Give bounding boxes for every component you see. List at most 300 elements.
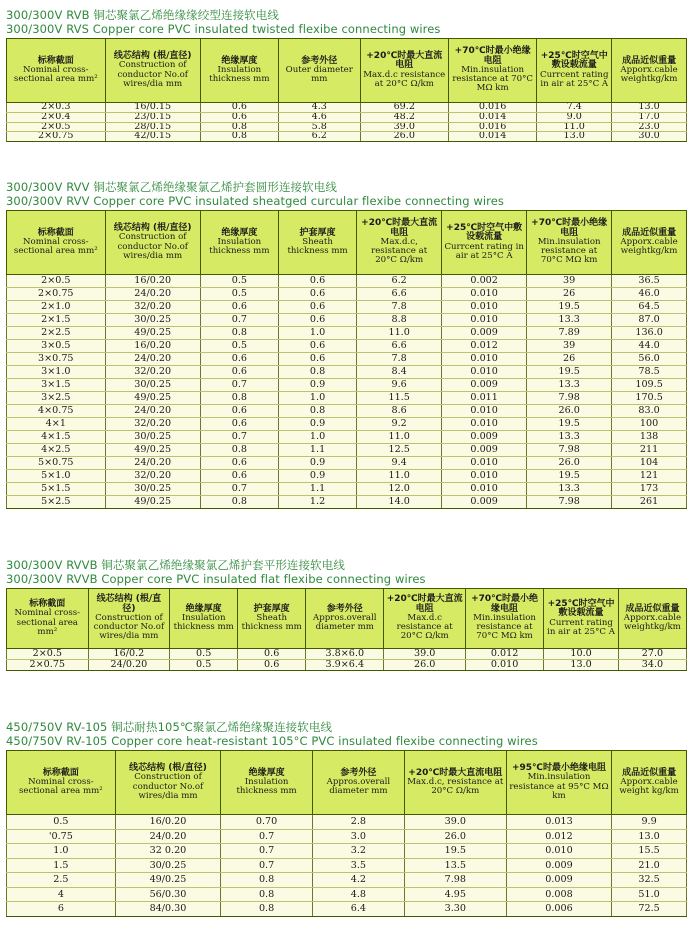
column-header [618, 589, 686, 649]
column-header-cn: 标称截面 [37, 227, 74, 238]
table-cell: 5×2.5 [7, 496, 106, 509]
table-cell: 100 [612, 418, 687, 431]
table-row [7, 649, 687, 660]
table-cell: 16/0.2 [88, 649, 170, 660]
column-header-cn: +20℃时最大直流电阻 [361, 218, 438, 238]
table-cell: 0.6 [278, 353, 356, 366]
table-row [7, 405, 687, 418]
table-row [7, 483, 687, 496]
table-cell: 16/0.15 [105, 103, 200, 113]
table-cell: 3.8×6.0 [306, 649, 384, 660]
table-row [7, 379, 687, 392]
table-cell: 4×2.5 [7, 444, 106, 457]
table-cell: 1.0 [278, 392, 356, 405]
table-cell: 3×1.5 [7, 379, 106, 392]
table-cell: 16/0.20 [115, 815, 220, 830]
column-header-en: Construction of conductor No.of wires/dia mm [93, 612, 165, 642]
column-header-cn: +25℃时空气中敷设载流量 [540, 51, 608, 71]
table-cell: 15.5 [612, 844, 687, 859]
table-cell: 1.1 [278, 483, 356, 496]
table-cell: 0.009 [442, 379, 527, 392]
table-cell: 2×0.5 [7, 275, 106, 288]
column-header [221, 751, 313, 815]
column-header [506, 751, 611, 815]
column-header-cn: 成品近似重量 [622, 767, 677, 778]
column-header-cn: 参考外径 [326, 603, 363, 614]
column-header [7, 211, 106, 275]
table-cell: 19.5 [527, 301, 612, 314]
section-title-cn: 300/300V RVV 铜芯聚氯乙烯绝缘聚氯乙烯护套圆形连接软电线 [6, 180, 337, 194]
table-cell: 28/0.15 [105, 122, 200, 132]
column-header-cn: 线芯结构 (根/直径) [96, 594, 162, 614]
column-header-cn: 标称截面 [37, 55, 74, 66]
column-header-cn: 绝缘厚度 [185, 603, 222, 614]
column-header-cn: 护套厚度 [253, 603, 290, 614]
table-cell: 0.7 [200, 379, 278, 392]
table-cell: 0.010 [442, 314, 527, 327]
column-header-en: Appros.overall diameter mm [326, 776, 391, 797]
table-cell: 39.0 [404, 815, 506, 830]
column-header-en: Construction of conductor No.of wires/dia mm [117, 60, 188, 89]
table-cell: 9.4 [357, 457, 442, 470]
table-cell: 0.006 [506, 902, 611, 917]
table-cell: 39.0 [360, 122, 448, 132]
column-header-en: Nominal cross-sectional area mm² [19, 776, 103, 797]
table-row [7, 496, 687, 509]
table-cell: 11.0 [357, 470, 442, 483]
table-cell: 3.30 [404, 902, 506, 917]
column-header-en: Nominal cross-sectional area mm² [14, 608, 81, 637]
table-cell: 0.009 [506, 858, 611, 873]
table-cell: 3.2 [312, 844, 404, 859]
table-row [7, 470, 687, 483]
table-row [7, 314, 687, 327]
column-header [278, 211, 356, 275]
column-header-en: Sheath thickness mm [241, 612, 302, 633]
table-cell: 4×1 [7, 418, 106, 431]
table-cell: 3×2.5 [7, 392, 106, 405]
table-cell: 23/0.15 [105, 112, 200, 122]
table-cell: 13.5 [404, 858, 506, 873]
table-cell: 0.010 [442, 483, 527, 496]
table-cell: 8.4 [357, 366, 442, 379]
table-cell: 0.6 [278, 301, 356, 314]
spec-table [6, 210, 687, 509]
table-cell: 0.9 [278, 470, 356, 483]
table-cell: 26.0 [360, 132, 448, 142]
table-cell: 13.0 [612, 103, 687, 113]
table-cell: 72.5 [612, 902, 687, 917]
column-header [404, 751, 506, 815]
table-cell: 26 [527, 288, 612, 301]
table-row [7, 301, 687, 314]
table-cell: 49/0.25 [105, 327, 200, 340]
column-header [200, 211, 278, 275]
table-cell: 0.009 [442, 327, 527, 340]
table-cell: 32/0.20 [105, 418, 200, 431]
table-cell: 0.7 [221, 858, 313, 873]
table-cell: 0.7 [200, 483, 278, 496]
table-header-row [7, 39, 687, 103]
table-cell: 2×0.75 [7, 660, 89, 671]
table-cell: 32.5 [612, 873, 687, 888]
column-header-cn: +70℃时最小绝缘电阻 [454, 46, 531, 66]
column-header-en: Max.d.c, resistance at 20°C Ω/km [407, 776, 504, 797]
column-header-cn: +95℃时最小绝缘电阻 [511, 763, 606, 774]
table-cell: 1.0 [278, 327, 356, 340]
table-cell: 3.0 [312, 829, 404, 844]
column-header [115, 751, 220, 815]
table-cell: 19.5 [527, 366, 612, 379]
table-cell: 9.9 [612, 815, 687, 830]
table-cell: 30/0.25 [105, 431, 200, 444]
table-cell: 7.8 [357, 301, 442, 314]
table-cell: 0.016 [448, 122, 536, 132]
column-header-cn: 成品近似重量 [622, 55, 677, 66]
table-cell: 0.009 [442, 444, 527, 457]
table-cell: 0.016 [448, 103, 536, 113]
table-cell: 0.6 [278, 314, 356, 327]
table-cell: 11.5 [357, 392, 442, 405]
table-cell: 0.6 [200, 470, 278, 483]
table-cell: 32/0.20 [105, 470, 200, 483]
table-cell: 0.008 [506, 887, 611, 902]
table-cell: 39 [527, 275, 612, 288]
table-cell: 16/0.20 [105, 340, 200, 353]
column-header-cn: 护套厚度 [299, 227, 336, 238]
column-header-en: Apporx.cable weightkg/km [623, 612, 682, 633]
column-header [384, 589, 466, 649]
table-cell: 2×1.5 [7, 314, 106, 327]
table-cell: 39 [527, 340, 612, 353]
table-header-row [7, 211, 687, 275]
column-header-cn: 线芯结构 (根/直径) [113, 223, 192, 234]
column-header-cn: 标称截面 [42, 767, 79, 778]
column-header-en: Min.insulation resistance at 70°C MΩ km [452, 64, 533, 94]
column-header [465, 589, 543, 649]
table-cell: 42/0.15 [105, 132, 200, 142]
table-cell: 2×2.5 [7, 327, 106, 340]
column-header-en: Nominal cross-sectional area mm² [13, 236, 98, 257]
table-row [7, 457, 687, 470]
column-header [170, 589, 238, 649]
section-title-en: 300/300V RVVB Copper core PVC insulated flat flexibe connecting wires [6, 572, 426, 586]
table-cell: 4.2 [312, 873, 404, 888]
table-cell: 13.3 [527, 379, 612, 392]
column-header [612, 751, 687, 815]
table-cell: 0.6 [200, 112, 278, 122]
table-cell: 78.5 [612, 366, 687, 379]
column-header-cn: 参考外径 [340, 767, 377, 778]
column-header-en: Currcent rating in air at 25°C A [540, 69, 609, 89]
section-title-en: 300/300V RVV Copper core PVC insulated sheatged curcular flexibe connecting wires [6, 194, 505, 208]
table-cell: 0.6 [278, 288, 356, 301]
table-cell: 4.95 [404, 887, 506, 902]
section-title-en: 450/750V RV-105 Copper core heat-resistant 105°C PVC insulated flexibe connecting wires [6, 734, 538, 748]
table-cell: 0.8 [200, 444, 278, 457]
column-header-cn: 参考外径 [301, 55, 338, 66]
column-header-cn: +20℃时最大直流电阻 [386, 594, 463, 614]
table-cell: 3×0.75 [7, 353, 106, 366]
column-header-cn: +20℃时最大直流电阻 [366, 51, 443, 71]
table-cell: 7.98 [527, 444, 612, 457]
column-header-cn: 成品近似重量 [622, 227, 677, 238]
table-cell: 0.6 [200, 301, 278, 314]
column-header [306, 589, 384, 649]
table-cell: 5×1.0 [7, 470, 106, 483]
column-header-en: Apporx.cable weightkg/km [620, 236, 678, 257]
section-title-en: 300/300V RVS Copper core PVC insulated twisted flexibe connecting wires [6, 22, 441, 36]
column-header-cn: +20℃时最大直流电阻 [408, 767, 503, 778]
column-header [360, 39, 448, 103]
table-cell: 0.6 [278, 275, 356, 288]
table-cell: 6.2 [357, 275, 442, 288]
table-cell: 0.6 [238, 649, 306, 660]
column-header [612, 211, 687, 275]
table-cell: 2×0.5 [7, 122, 106, 132]
table-cell: '0.75 [7, 829, 116, 844]
table-cell: 26 [527, 353, 612, 366]
table-cell: 24/0.20 [105, 353, 200, 366]
table-row [7, 327, 687, 340]
table-cell: 19.5 [404, 844, 506, 859]
table-cell: 13.3 [527, 483, 612, 496]
table-row [7, 288, 687, 301]
column-header-en: Min.insulation resistance at 95°C MΩ km [509, 772, 609, 801]
table-cell: 4.8 [312, 887, 404, 902]
column-header [527, 211, 612, 275]
column-header-cn: 标称截面 [29, 599, 66, 610]
spec-table [6, 588, 687, 671]
table-cell: 84/0.30 [115, 902, 220, 917]
table-cell: 0.013 [506, 815, 611, 830]
table-cell: 13.0 [537, 132, 612, 142]
table-cell: 16/0.20 [105, 275, 200, 288]
column-header [7, 589, 89, 649]
table-cell: 2.5 [7, 873, 116, 888]
column-header-en: Current rating in air at 25°C A [547, 617, 615, 637]
table-cell: 2×0.75 [7, 288, 106, 301]
table-cell: 3×0.5 [7, 340, 106, 353]
table-cell: 0.9 [278, 418, 356, 431]
table-cell: 11.0 [357, 431, 442, 444]
table-cell: 7.98 [527, 392, 612, 405]
table-cell: 0.7 [200, 431, 278, 444]
table-row [7, 444, 687, 457]
table-cell: 64.5 [612, 301, 687, 314]
section-rvv [6, 180, 687, 509]
table-cell: 0.8 [200, 122, 278, 132]
table-cell: 0.002 [442, 275, 527, 288]
table-cell: 11.0 [537, 122, 612, 132]
table-cell: 3×1.0 [7, 366, 106, 379]
column-header [612, 39, 687, 103]
table-cell: 9.0 [537, 112, 612, 122]
column-header-en: Nominal cross-sectional area mm² [13, 64, 98, 85]
column-header [88, 589, 170, 649]
table-cell: 8.8 [357, 314, 442, 327]
table-cell: 4 [7, 887, 116, 902]
column-header [448, 39, 536, 103]
table-cell: 7.89 [527, 327, 612, 340]
table-cell: 0.5 [170, 649, 238, 660]
table-row [7, 112, 687, 122]
table-cell: 0.8 [200, 327, 278, 340]
table-cell: 12.0 [357, 483, 442, 496]
table-cell: 21.0 [612, 858, 687, 873]
table-cell: 0.010 [442, 301, 527, 314]
column-header-en: Max.d.c resistance at 20°C Ω/km [396, 612, 453, 642]
column-header-en: Max.d.c, resistance at 20°C Ω/km [371, 236, 428, 266]
table-cell: 6.4 [312, 902, 404, 917]
table-row [7, 431, 687, 444]
table-cell: 23.0 [612, 122, 687, 132]
table-cell: 26.0 [527, 457, 612, 470]
table-cell: 0.5 [7, 815, 116, 830]
table-cell: 83.0 [612, 405, 687, 418]
table-cell: 3.5 [312, 858, 404, 873]
table-cell: 0.6 [200, 418, 278, 431]
table-cell: 69.2 [360, 103, 448, 113]
table-cell: 24/0.20 [105, 288, 200, 301]
table-cell: 12.5 [357, 444, 442, 457]
table-cell: 2×0.5 [7, 649, 89, 660]
table-cell: 1.1 [278, 444, 356, 457]
table-cell: 173 [612, 483, 687, 496]
table-cell: 0.8 [221, 902, 313, 917]
table-row [7, 815, 687, 830]
column-header-en: Appros.overall diameter mm [313, 612, 377, 633]
table-cell: 0.009 [506, 873, 611, 888]
table-cell: 0.6 [200, 457, 278, 470]
column-header [537, 39, 612, 103]
table-cell: 0.7 [200, 314, 278, 327]
table-cell: 46.0 [612, 288, 687, 301]
column-header-cn: +25℃时空气中敷设载流量 [547, 599, 615, 619]
column-header-cn: 绝缘厚度 [248, 767, 285, 778]
table-cell: 0.010 [442, 405, 527, 418]
table-cell: 14.0 [357, 496, 442, 509]
table-cell: 0.5 [200, 275, 278, 288]
table-cell: 2×1.0 [7, 301, 106, 314]
column-header-en: Sheath thickness mm [287, 236, 348, 257]
table-cell: 13.0 [544, 660, 619, 671]
table-cell: 26.0 [404, 829, 506, 844]
table-cell: 0.6 [200, 366, 278, 379]
table-cell: 24/0.20 [105, 405, 200, 418]
table-cell: 0.9 [278, 457, 356, 470]
table-cell: 49/0.25 [115, 873, 220, 888]
table-cell: 30/0.25 [105, 314, 200, 327]
column-header [7, 751, 116, 815]
table-cell: 0.010 [442, 366, 527, 379]
table-row [7, 103, 687, 113]
table-cell: 4.6 [278, 112, 360, 122]
table-cell: 1.2 [278, 496, 356, 509]
section-rvvb [6, 558, 687, 671]
table-cell: 49/0.25 [105, 444, 200, 457]
table-cell: 0.6 [278, 340, 356, 353]
column-header-cn: +25℃时空气中敷设载流量 [446, 223, 523, 243]
table-cell: 0.8 [221, 887, 313, 902]
table-cell: 13.3 [527, 314, 612, 327]
table-cell: 7.98 [527, 496, 612, 509]
column-header-en: Apporx.cable weight kg/km [619, 776, 679, 797]
column-header-cn: +70℃时最小绝缘电阻 [471, 594, 539, 614]
column-header [312, 751, 404, 815]
table-cell: 49/0.25 [105, 496, 200, 509]
table-cell: 56/0.30 [115, 887, 220, 902]
table-cell: 0.014 [448, 132, 536, 142]
column-header-en: Outer diameter mm [285, 64, 353, 85]
column-header-cn: 线芯结构 (根/直径) [113, 51, 192, 62]
table-cell: 49/0.25 [105, 392, 200, 405]
table-cell: 0.8 [221, 873, 313, 888]
column-header-en: Construction of conductor No.of wires/dia mm [132, 772, 204, 801]
table-cell: 44.0 [612, 340, 687, 353]
table-cell: 30.0 [612, 132, 687, 142]
table-cell: 24/0.20 [115, 829, 220, 844]
table-cell: 104 [612, 457, 687, 470]
table-cell: 7.98 [404, 873, 506, 888]
column-header-en: Max.d.c resistance at 20°C Ω/km [363, 69, 446, 89]
table-cell: 32/0.20 [105, 366, 200, 379]
column-header [7, 39, 106, 103]
table-cell: 0.012 [465, 649, 543, 660]
table-cell: 0.8 [200, 392, 278, 405]
table-cell: 0.6 [200, 405, 278, 418]
column-header-cn: +70℃时最小绝缘电阻 [531, 218, 608, 238]
column-header-en: Min.insulation resistance at 70°C MΩ km [537, 236, 601, 266]
table-cell: 2.8 [312, 815, 404, 830]
table-cell: 170.5 [612, 392, 687, 405]
table-cell: 6.6 [357, 288, 442, 301]
table-cell: 10.0 [544, 649, 619, 660]
table-cell: 8.6 [357, 405, 442, 418]
table-cell: 0.6 [200, 103, 278, 113]
column-header-en: Insulation thickness mm [236, 776, 297, 797]
table-row [7, 873, 687, 888]
table-cell: 51.0 [612, 887, 687, 902]
table-cell: 0.011 [442, 392, 527, 405]
table-cell: 0.5 [170, 660, 238, 671]
table-row [7, 366, 687, 379]
section-rv105 [6, 720, 687, 917]
table-cell: 2×0.3 [7, 103, 106, 113]
column-header-en: Insulation thickness mm [209, 236, 270, 257]
table-cell: 0.8 [200, 132, 278, 142]
table-cell: 19.5 [527, 418, 612, 431]
table-cell: 9.6 [357, 379, 442, 392]
table-cell: 13.3 [527, 431, 612, 444]
table-cell: 109.5 [612, 379, 687, 392]
column-header-en: Min.insulation resistance at 70°C MΩ km [473, 612, 536, 642]
table-cell: 0.8 [278, 405, 356, 418]
table-row [7, 829, 687, 844]
table-cell: 7.4 [537, 103, 612, 113]
table-cell: 56.0 [612, 353, 687, 366]
table-cell: 0.6 [238, 660, 306, 671]
table-cell: 138 [612, 431, 687, 444]
section-title-cn: 450/750V RV-105 铜芯耐热105℃聚氯乙烯绝缘聚连接软电线 [6, 720, 333, 734]
section-rvb-rvs [6, 8, 687, 142]
table-cell: 19.5 [527, 470, 612, 483]
table-cell: 5.8 [278, 122, 360, 132]
table-cell: 30/0.25 [105, 379, 200, 392]
table-cell: 24/0.20 [88, 660, 170, 671]
table-cell: 26.0 [527, 405, 612, 418]
column-header [278, 39, 360, 103]
